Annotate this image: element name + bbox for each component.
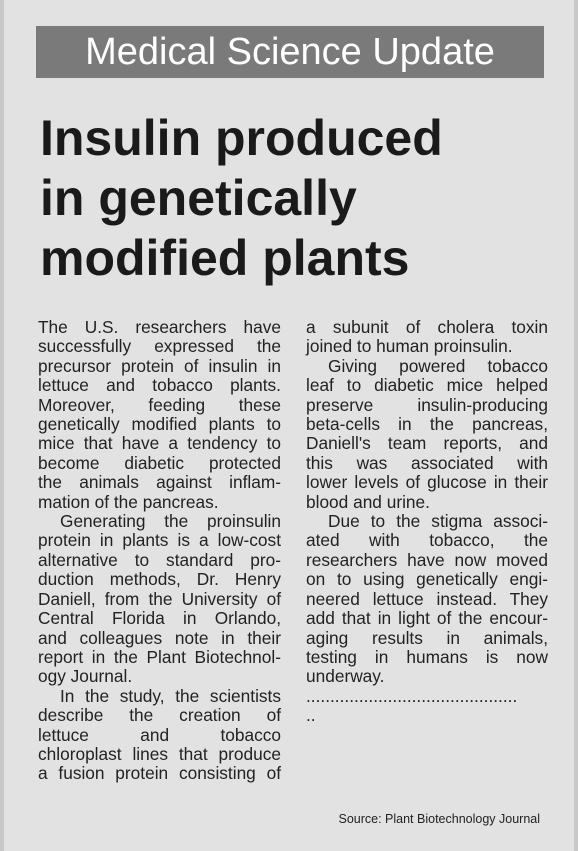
article-text-line: lower levels of glucose in their	[306, 472, 548, 493]
article-text-line: lettuce and tobacco	[38, 724, 281, 745]
article-text-line: protein in plants is a low-cost	[38, 530, 281, 551]
article-text-line: become diabetic protected	[38, 452, 281, 473]
article-text-line: Giving powered tobacco	[328, 355, 548, 376]
article-text-line: leaf to diabetic mice helped	[306, 375, 548, 396]
source-credit: Source: Plant Biotechnology Journal	[338, 812, 540, 826]
article-text-line: mation of the pancreas.	[38, 491, 219, 512]
article-text-line: alternative to standard pro-	[38, 549, 281, 570]
article-text-line: lettuce and tobacco plants.	[38, 375, 281, 396]
article-text-line: describe the creation of	[38, 705, 281, 726]
article-text-line: Daniell, from the University of	[38, 588, 281, 609]
article-text-line: the animals against inflam-	[38, 472, 281, 493]
article-text-line: this was associated with	[306, 452, 548, 473]
article-text-line: In the study, the scientists	[60, 685, 281, 706]
article-text-line: a fusion protein consisting of	[38, 763, 281, 784]
article-text-line: and colleagues note in their	[38, 627, 281, 648]
article-text-line: Daniell's team reports, and	[306, 433, 548, 454]
headline	[40, 108, 560, 288]
article-text-line: Moreover, feeding these	[38, 394, 281, 415]
article-text-line: a subunit of cholera toxin	[306, 317, 548, 337]
article-text-line: preserve insulin-producing	[306, 394, 548, 415]
article-text-line: chloroplast lines that produce	[38, 743, 281, 764]
article-text-line: on to using genetically engi-	[306, 569, 548, 590]
article-text-line: successfully expressed the	[38, 336, 281, 357]
section-title: Medical Science Update	[85, 30, 495, 73]
article-text-line: joined to human proinsulin.	[306, 336, 513, 357]
article-text-line: researchers have now moved	[306, 549, 548, 570]
section-banner	[36, 26, 544, 78]
article-text-line: genetically modified plants to	[38, 414, 281, 435]
article-text-line: Central Florida in Orlando,	[38, 608, 281, 629]
headline-line: in genetically	[40, 170, 357, 226]
article-text-line: blood and urine.	[306, 491, 430, 512]
article-text-line: Due to the stigma associ-	[328, 511, 548, 532]
article-text-line: ............................................	[306, 685, 518, 706]
article-text-line: neered lettuce instead. They	[306, 588, 548, 609]
article-text-line: duction methods, Dr. Henry	[38, 569, 281, 590]
article-text-line: testing in humans is now	[306, 646, 548, 667]
headline-line: modified plants	[40, 230, 410, 286]
article-text-line: ogy Journal.	[38, 666, 133, 687]
article-column-right	[306, 318, 548, 726]
article-text-line: add that in light of the encour-	[306, 608, 548, 629]
article-text-line: The U.S. researchers have	[38, 317, 281, 337]
article-text-line: ..	[306, 705, 316, 726]
article-text-line: ated with tobacco, the	[306, 530, 548, 551]
headline-line: Insulin produced	[40, 110, 443, 166]
article-column-left	[38, 318, 281, 784]
article-text-line: underway.	[306, 666, 385, 687]
article-text-line: precursor protein of insulin in	[38, 355, 281, 376]
article-text-line: report in the Plant Biotechnol-	[38, 646, 281, 667]
article-text-line: mice that have a tendency to	[38, 433, 281, 454]
article-text-line: beta-cells in the pancreas,	[306, 414, 548, 435]
article-text-line: aging results in animals,	[306, 627, 548, 648]
article-text-line: Generating the proinsulin	[60, 511, 281, 532]
